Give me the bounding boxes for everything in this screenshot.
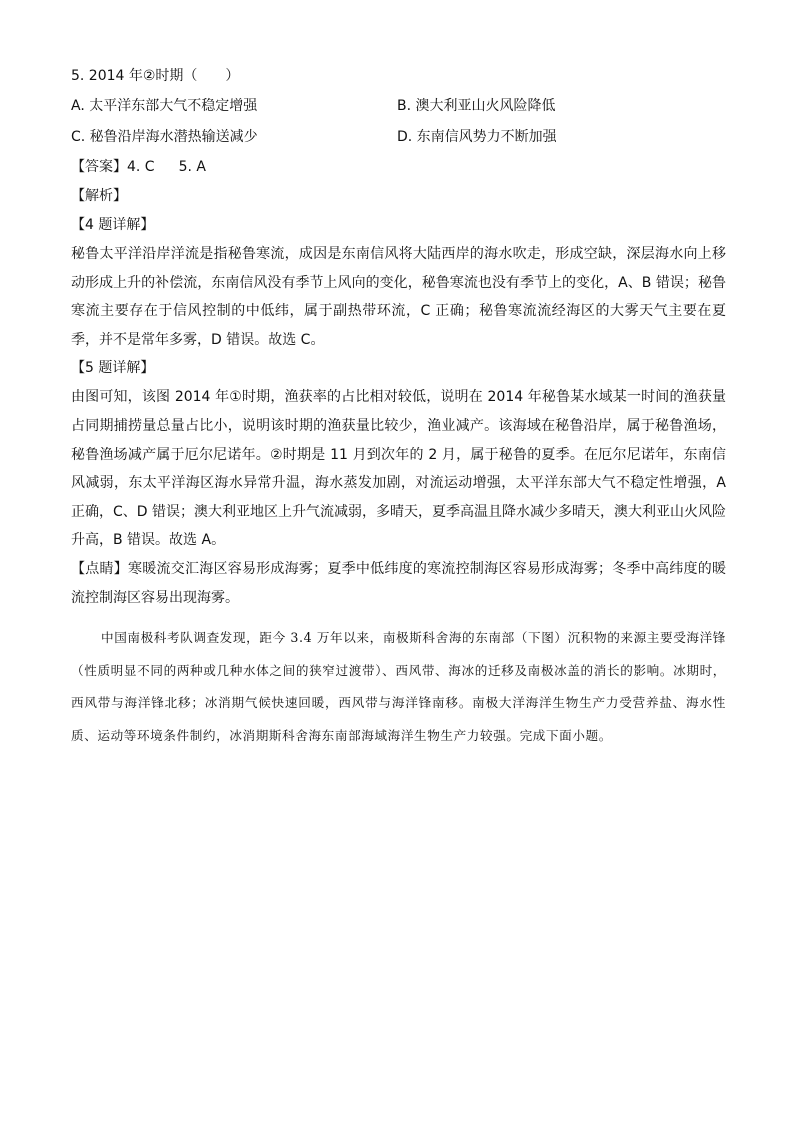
option-b: B. 澳大利亚山火风险降低: [397, 98, 556, 114]
analysis-label: 【解析】: [71, 188, 127, 204]
answer-label: 【答案】: [71, 159, 127, 175]
option-c: C. 秘鲁沿岸海水潜热输送减少: [71, 129, 258, 145]
question-5-options-row-1: [71, 91, 726, 122]
material-intro: 中国南极科考队调查发现，距今 3.4 万年以来，南极斯科舍海的东南部（下图）沉积物的来源主要受海洋锋（性质明显不同的两种或几种水体之间的狭窄过渡带）、西风带、海冰的迁移及南极冰盖的消长的影响。冰期时，西风带与海洋锋北移；冰消期气候快速回暖，西风带与海洋锋南移。南极大洋海洋生物生产力受营养盐、海水性质、运动等环境条件制约，冰消期斯科舍海东南部海域海洋生物生产力较强。完成下面小题。: [71, 630, 726, 743]
tip-text: 寒暖流交汇海区容易形成海雾；夏季中低纬度的寒流控制海区容易形成海雾；冬季中高纬度的暖流控制海区容易出现海雾。: [71, 560, 727, 606]
document-page: [71, 62, 726, 752]
answer-q5: 5. A: [178, 159, 206, 175]
option-a: A. 太平洋东部大气不稳定增强: [71, 98, 258, 114]
detail-5-text: 由图可知，该图 2014 年①时期，渔获率的占比相对较低，说明在 2014 年秘鲁某水域某一时间的渔获量占同期捕捞量总量占比小，说明该时期的渔获量比较少，渔业减产。该海域在秘鲁沿岸，属于秘鲁渔场，秘鲁渔场减产属于厄尔尼诺年。②时期是 11 月到次年的 2 月，属于秘鲁的夏季。在厄尔尼诺年，东南信风减弱，东太平洋海区海水异常升温，海水蒸发加剧，对流运动增强，太平洋东部大气不稳定性增强，A 正确，C、D 错误；澳大利亚地区上升气流减弱，多晴天，夏季高温且降水减少多晴天，澳大利亚山火风险升高，B 错误。故选 A。: [71, 389, 727, 549]
option-d: D. 东南信风势力不断加强: [397, 129, 557, 145]
detail-4-text: 秘鲁太平洋沿岸洋流是指秘鲁寒流，成因是东南信风将大陆西岸的海水吹走，形成空缺，深层海水向上移动形成上升的补偿流，东南信风没有季节上风向的变化，秘鲁寒流也没有季节上的变化，A、B 错误；秘鲁寒流主要存在于信风控制的中低纬，属于副热带环流，C 正确；秘鲁寒流流经海区的大雾天气主要在夏季，并不是常年多雾，D 错误。故选 C。: [71, 246, 726, 348]
question-5-stem: 5. 2014 年②时期（ ）: [71, 68, 240, 84]
detail-4-label: 【4 题详解】: [71, 217, 155, 233]
question-5-options-row-2: [71, 122, 726, 153]
tip-paragraph: [71, 555, 726, 612]
answer-q4: 4. C: [127, 159, 155, 175]
detail-5-label: 【5 题详解】: [71, 360, 155, 377]
tip-label: 【点睛】: [71, 560, 128, 577]
answer-line: [71, 153, 726, 182]
